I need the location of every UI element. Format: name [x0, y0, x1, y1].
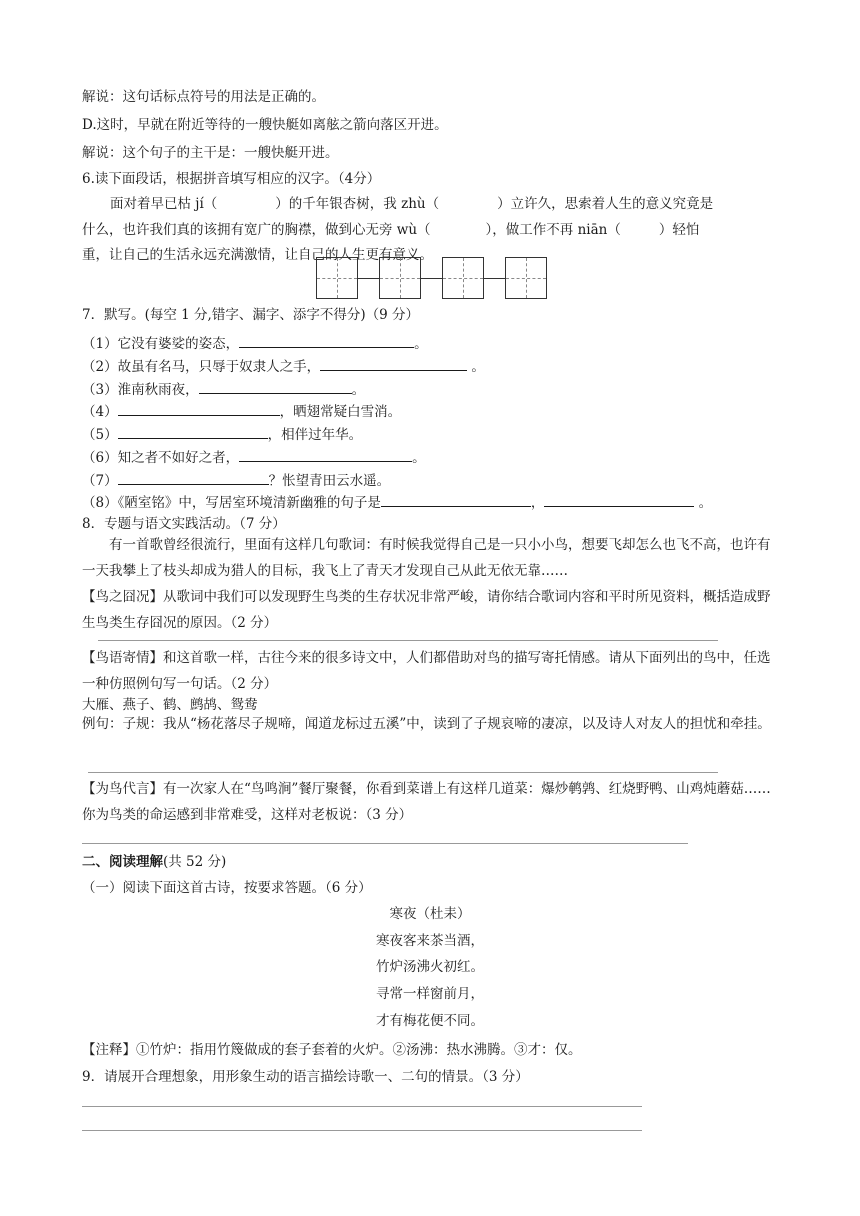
text-span: ）立许久，思索着人生的意义究竟是: [497, 196, 714, 212]
text-span: （7）: [82, 473, 118, 489]
question-8-title: 8．专题与语文实践活动。（7 分）: [82, 516, 286, 532]
text-span: （8）《陋室铭》中，写居室环境清新幽雅的句子是: [82, 495, 381, 511]
section-score: (共 52 分): [163, 854, 227, 870]
answer-line[interactable]: [88, 772, 718, 773]
question-7-title: 7．默写。(每空 1 分,错字、漏字、添字不得分)（9 分）: [82, 307, 419, 323]
text-span: （1）它没有婆娑的姿态，: [82, 336, 240, 352]
text-span: 。: [351, 382, 366, 398]
question-6-line-3: 重，让自己的生活永远充满激情，让自己的人生更有意义。: [82, 247, 433, 263]
poem-line: 寒夜客来茶当酒，: [376, 933, 484, 949]
question-8-part-a: 【鸟之囧况】从歌词中我们可以发现野生鸟类的生存状况非常严峻，请你结合歌词内容和平时所见资料，概括造成野生鸟类生存囧况的原因。（2 分）: [82, 589, 771, 631]
question-9-title: 9．请展开合理想象，用形象生动的语言描绘诗歌一、二句的情景。（3 分）: [82, 1069, 529, 1085]
text-span: ，: [530, 495, 545, 511]
answer-blank[interactable]: [320, 356, 467, 371]
text-span: ，相伴过年华。: [267, 427, 363, 443]
grid-connector: [421, 278, 442, 279]
answer-line[interactable]: [82, 843, 688, 844]
question-6-line-1: [110, 195, 713, 213]
question-8-part-c: 【为鸟代言】有一次家人在“鸟鸣涧”餐厅聚餐，你看到菜谱上有这样几道菜：爆炒鹌鹑、红烧野鸭、山鸡炖蘑菇……你为鸟类的命运感到非常难受，这样对老板说：（3 分）: [82, 781, 771, 823]
answer-blank[interactable]: [118, 424, 268, 439]
text-span: ）轻怕: [658, 222, 700, 238]
question-7-item: [82, 424, 362, 444]
answer-line[interactable]: [98, 640, 718, 641]
answer-blank[interactable]: [118, 401, 280, 416]
text-span: （4）: [82, 404, 118, 420]
question-8-lyrics: 有一首歌曾经很流行，里面有这样几句歌词：有时候我觉得自己是一只小小鸟，想要飞却怎么也飞不高，也许有一天我攀上了枝头却成为猎人的目标，我飞上了青天才发现自己从此无依无靠……: [82, 537, 771, 579]
answer-blank[interactable]: [239, 333, 414, 348]
text-span: ）的千年银杏树，我 zhù（: [275, 196, 440, 212]
text-span: ），做工作不再 niān（: [485, 222, 621, 238]
example-sentence: 例句：子规：我从“杨花落尽子规啼，闻道龙标过五溪”中，读到了子规哀啼的凄凉，以及诗人对友人的担忧和牵挂。: [82, 716, 771, 732]
text-line: 解说：这句话标点符号的用法是正确的。: [82, 89, 325, 105]
reading-1-title: （一）阅读下面这首古诗，按要求答题。（6 分）: [82, 880, 372, 896]
poem-line: 竹炉汤沸火初红。: [376, 959, 484, 975]
answer-grid-box[interactable]: [379, 257, 421, 299]
question-7-item: [82, 379, 365, 399]
section-2-heading: [82, 853, 226, 871]
answer-blank[interactable]: [239, 447, 412, 462]
question-7-item: [82, 356, 485, 376]
text-span: 。: [414, 336, 428, 352]
question-7-item: [82, 401, 401, 421]
text-span: （5）: [82, 427, 118, 443]
answer-line[interactable]: [82, 1130, 642, 1131]
text-span: 。: [694, 495, 713, 511]
bird-list: 大雁、燕子、鹤、鹧鸪、鸳鸯: [82, 697, 258, 713]
question-7-item: [82, 470, 390, 490]
section-title: 二、阅读理解: [82, 854, 163, 870]
text-span: 。: [467, 359, 485, 375]
text-line: D.这时，早就在附近等待的一艘快艇如离舷之箭向落区开进。: [82, 117, 448, 133]
answer-blank[interactable]: [381, 492, 531, 507]
text-span: ？怅望青田云水遥。: [268, 473, 391, 489]
poem-line: 才有梅花便不同。: [376, 1013, 484, 1029]
text-span: （3）淮南秋雨夜，: [82, 382, 199, 398]
poem-title: 寒夜（杜耒）: [389, 906, 471, 922]
text-line: 解说：这个句子的主干是：一艘快艇开进。: [82, 145, 339, 161]
answer-grid-box[interactable]: [442, 257, 484, 299]
answer-blank[interactable]: [544, 492, 694, 507]
grid-connector: [358, 278, 379, 279]
text-span: 面对着早已枯 jí（: [110, 196, 218, 212]
poem-line: 寻常一样窗前月，: [376, 986, 484, 1002]
question-7-item: [82, 447, 426, 467]
answer-line[interactable]: [82, 1106, 642, 1107]
text-span: 。: [412, 450, 426, 466]
question-7-item: [82, 492, 712, 512]
text-span: ，晒翅常疑白雪消。: [279, 404, 402, 420]
answer-grid-box[interactable]: [316, 257, 358, 299]
text-span: （2）故虽有名马，只辱于奴隶人之手，: [82, 359, 321, 375]
question-6-title: 6.读下面段话，根据拼音填写相应的汉字。（4分）: [82, 171, 381, 187]
text-span: 什么，也许我们真的该拥有宽广的胸襟，做到心无旁 wù（: [82, 222, 431, 238]
answer-blank[interactable]: [118, 470, 269, 485]
question-8-part-b: 【鸟语寄情】和这首歌一样，古往今来的很多诗文中，人们都借助对鸟的描写寄托情感。请从下面列出的鸟中，任选一种仿照例句写一句话。（2 分）: [82, 650, 771, 692]
question-6-line-2: [82, 221, 699, 239]
question-7-item: [82, 333, 428, 353]
answer-grid-box[interactable]: [505, 257, 547, 299]
text-span: （6）知之者不如好之者，: [82, 450, 240, 466]
grid-connector: [484, 278, 505, 279]
answer-blank[interactable]: [199, 379, 352, 394]
poem-notes: 【注释】①竹炉：指用竹篾做成的套子套着的火炉。②汤沸：热水沸腾。③才：仅。: [82, 1042, 582, 1058]
